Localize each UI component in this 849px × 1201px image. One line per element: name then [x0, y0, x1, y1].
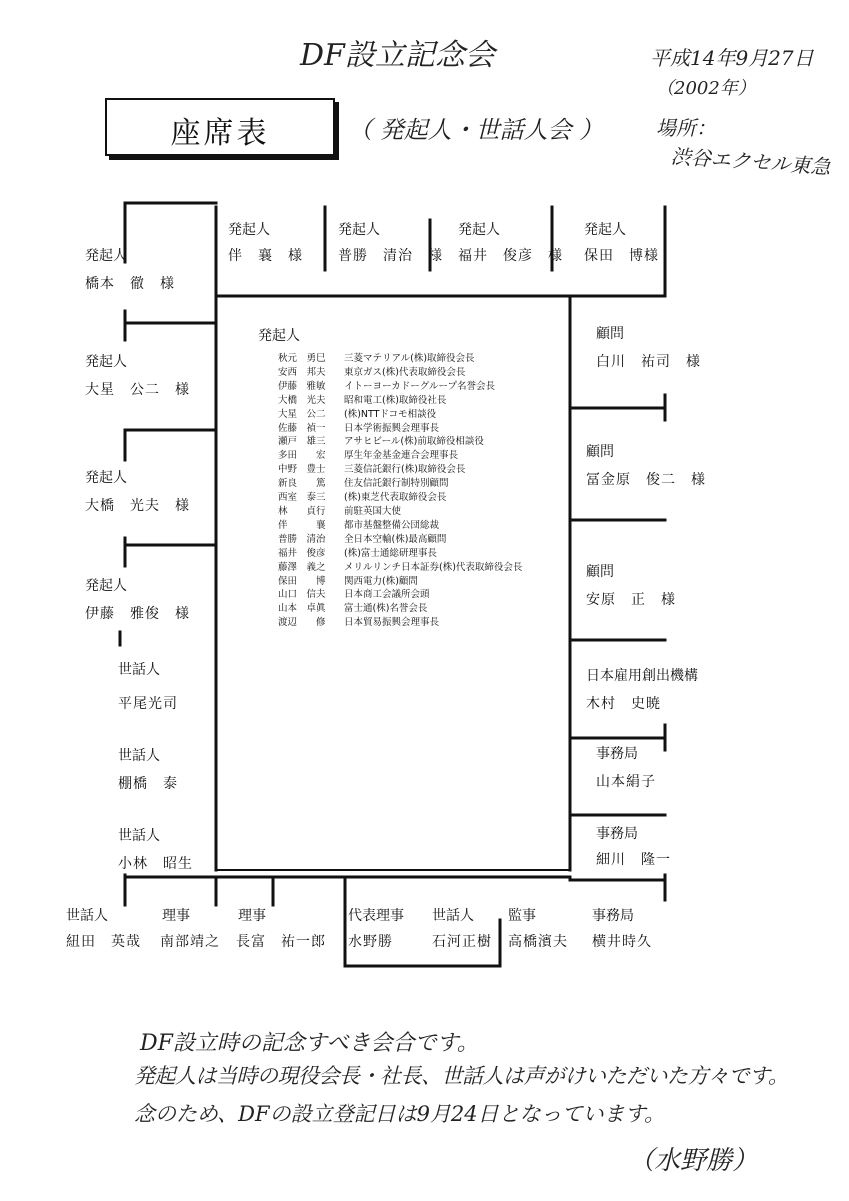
promoter-row — [278, 408, 522, 422]
promoter-title: イトーヨーカドーグループ名誉会長 — [344, 380, 496, 392]
promoter-name: 山口 信夫 — [278, 589, 326, 601]
left-seat-4-role: 発起人 — [85, 578, 127, 594]
promoter-name: 西室 泰三 — [278, 492, 326, 504]
date-line-1: 平成14年9月27日 — [650, 46, 814, 70]
promoter-name: 福井 俊彦 — [278, 547, 326, 559]
promoters-heading: 発起人 — [258, 328, 300, 344]
promoter-title: 日本商工会議所会頭 — [344, 589, 430, 601]
left-seat-2-name: 大星 公二 様 — [85, 382, 190, 398]
promoter-row — [278, 422, 522, 436]
promoter-title: メリルリンチ日本証券(株)代表取締役会長 — [344, 561, 523, 573]
promoter-title: (株)東芝代表取締役会長 — [344, 492, 447, 504]
top-seat-3-name: 福井 俊彦 様 — [458, 248, 563, 264]
bottom-seat-1-role: 世話人 — [66, 908, 108, 924]
place-label: 場所： — [656, 116, 716, 140]
promoter-row — [278, 449, 522, 463]
left-seat-1-role: 発起人 — [85, 248, 127, 264]
promoter-title: (株)富士通総研理事長 — [344, 547, 437, 559]
promoter-title: 日本貿易振興会理事長 — [344, 617, 440, 629]
promoter-list — [278, 352, 522, 630]
date-line-2: （2002年） — [656, 78, 756, 99]
promoter-title: 東京ガス(株)代表取締役会長 — [344, 366, 466, 378]
top-seat-1-role: 発起人 — [228, 222, 270, 238]
promoter-row — [278, 477, 522, 491]
bottom-seat-5-role: 世話人 — [432, 908, 474, 924]
promoter-title: 厚生年金基金連合会理事長 — [344, 450, 459, 462]
promoter-row — [278, 366, 522, 380]
promoter-name: 伊藤 雅敏 — [278, 380, 326, 392]
right-seat-3-role: 顧問 — [586, 564, 614, 580]
right-seat-1-name: 白川 祐司 様 — [596, 354, 701, 370]
promoter-name: 保田 博 — [278, 575, 326, 587]
right-seat-2-name: 冨金原 俊二 様 — [586, 472, 706, 488]
promoter-name: 大橋 光夫 — [278, 394, 326, 406]
note-line-3: 念のため、DFの設立登記日は9月24日となっています。 — [134, 1102, 665, 1126]
right-seat-2-role: 顧問 — [586, 444, 614, 460]
promoter-name: 普勝 清治 — [278, 533, 326, 545]
promoter-row — [278, 547, 522, 561]
promoter-name: 伴 襄 — [278, 519, 326, 531]
bottom-seat-2-role: 理事 — [162, 908, 190, 924]
note-signature: （水野勝） — [628, 1146, 759, 1176]
right-seat-6-role: 事務局 — [596, 826, 638, 842]
promoter-row — [278, 575, 522, 589]
bottom-seat-5-name: 石河正樹 — [432, 934, 492, 950]
right-seat-5-role: 事務局 — [596, 746, 638, 762]
top-seat-1-name: 伴 襄 様 — [228, 248, 303, 264]
promoter-row — [278, 394, 522, 408]
bottom-seat-6-name: 高橋濱夫 — [508, 934, 568, 950]
promoter-title: 三菱信託銀行(株)取締役会長 — [344, 464, 466, 476]
promoter-row — [278, 505, 522, 519]
left-seat-3-name: 大橋 光夫 様 — [85, 498, 190, 514]
promoter-name: 藤澤 義之 — [278, 561, 326, 573]
promoter-name: 渡辺 修 — [278, 617, 326, 629]
left-seat-2-role: 発起人 — [85, 354, 127, 370]
bottom-seat-2-name: 南部靖之 — [160, 934, 220, 950]
promoter-name: 山本 卓眞 — [278, 603, 326, 615]
top-seat-2-name: 普勝 清治 様 — [338, 248, 443, 264]
bottom-seat-4-name: 水野勝 — [348, 934, 393, 950]
promoter-title: 都市基盤整備公団総裁 — [344, 519, 440, 531]
left-seat-3-role: 発起人 — [85, 470, 127, 486]
promoter-row — [278, 602, 522, 616]
promoter-title: アサヒビール(株)前取締役相談役 — [344, 436, 484, 448]
promoter-title: 昭和電工(株)取締役社長 — [344, 394, 447, 406]
top-seat-2-role: 発起人 — [338, 222, 380, 238]
bottom-seat-3-role: 理事 — [238, 908, 266, 924]
promoter-row — [278, 561, 522, 575]
promoter-title: 富士通(株)名誉会長 — [344, 603, 428, 615]
top-seat-4-role: 発起人 — [584, 222, 626, 238]
left-seat-1-name: 橋本 徹 様 — [85, 276, 175, 292]
promoter-row — [278, 533, 522, 547]
promoter-name: 中野 豊士 — [278, 464, 326, 476]
promoter-title: 関西電力(株)顧問 — [344, 575, 418, 587]
chart-subtitle: （ 発起人・世話人会 ） — [348, 116, 604, 144]
promoter-name: 佐藤 禎一 — [278, 422, 326, 434]
bottom-seat-7-role: 事務局 — [592, 908, 634, 924]
promoter-row — [278, 519, 522, 533]
promoter-row — [278, 588, 522, 602]
promoter-row — [278, 380, 522, 394]
place-name: 渋谷エクセル東急 — [670, 143, 832, 180]
bottom-seat-1-name: 紐田 英哉 — [66, 934, 141, 950]
promoter-name: 大星 公二 — [278, 408, 326, 420]
right-seat-4-name: 木村 史暁 — [586, 696, 661, 712]
note-line-1: DF設立時の記念すべき会合です。 — [140, 1031, 479, 1056]
note-line-2: 発起人は当時の現役会長・社長、世話人は声がけいただいた方々です。 — [134, 1064, 789, 1088]
promoter-name: 安西 邦夫 — [278, 366, 326, 378]
right-seat-5-name: 山本絹子 — [596, 774, 656, 790]
right-seat-3-name: 安原 正 様 — [586, 592, 676, 608]
promoter-name: 新良 篤 — [278, 478, 326, 490]
left-seat-6-role: 世話人 — [118, 748, 160, 764]
left-seat-7-role: 世話人 — [118, 828, 160, 844]
promoter-row — [278, 616, 522, 630]
promoter-name: 多田 宏 — [278, 450, 326, 462]
promoter-title: 住友信託銀行制特別顧問 — [344, 478, 449, 490]
top-seat-3-role: 発起人 — [458, 222, 500, 238]
left-seat-5-role: 世話人 — [118, 662, 160, 678]
right-seat-4-role: 日本雇用創出機構 — [586, 668, 698, 684]
promoter-title: (株)NTTドコモ相談役 — [344, 408, 437, 420]
right-seat-6-name: 細川 隆一 — [596, 852, 671, 868]
top-seat-4-name: 保田 博様 — [584, 248, 659, 264]
right-seat-1-role: 顧問 — [596, 326, 624, 342]
promoter-title: 前駐英国大使 — [344, 505, 402, 517]
chart-title: 座席表 — [170, 116, 270, 151]
left-seat-6-name: 棚橋 泰 — [118, 776, 178, 792]
promoter-row — [278, 491, 522, 505]
promoter-row — [278, 352, 522, 366]
left-seat-5-name: 平尾光司 — [118, 696, 178, 712]
promoter-row — [278, 463, 522, 477]
promoter-title: 全日本空輸(株)最高顧問 — [344, 533, 447, 545]
bottom-seat-4-role: 代表理事 — [348, 908, 404, 924]
event-title: DF設立記念会 — [300, 38, 495, 73]
promoter-title: 日本学術振興会理事長 — [344, 422, 440, 434]
bottom-seat-6-role: 監事 — [508, 908, 536, 924]
bottom-seat-3-name: 長富 祐一郎 — [236, 934, 326, 950]
left-seat-7-name: 小林 昭生 — [118, 856, 193, 872]
promoter-row — [278, 435, 522, 449]
promoter-title: 三菱マテリアル(株)取締役会長 — [344, 353, 475, 364]
left-seat-4-name: 伊藤 雅俊 様 — [85, 606, 190, 622]
promoter-name: 瀬戸 雄三 — [278, 436, 326, 448]
bottom-seat-7-name: 横井時久 — [592, 934, 652, 950]
promoter-name: 秋元 勇巳 — [278, 353, 326, 364]
promoter-name: 林 貞行 — [278, 505, 326, 517]
